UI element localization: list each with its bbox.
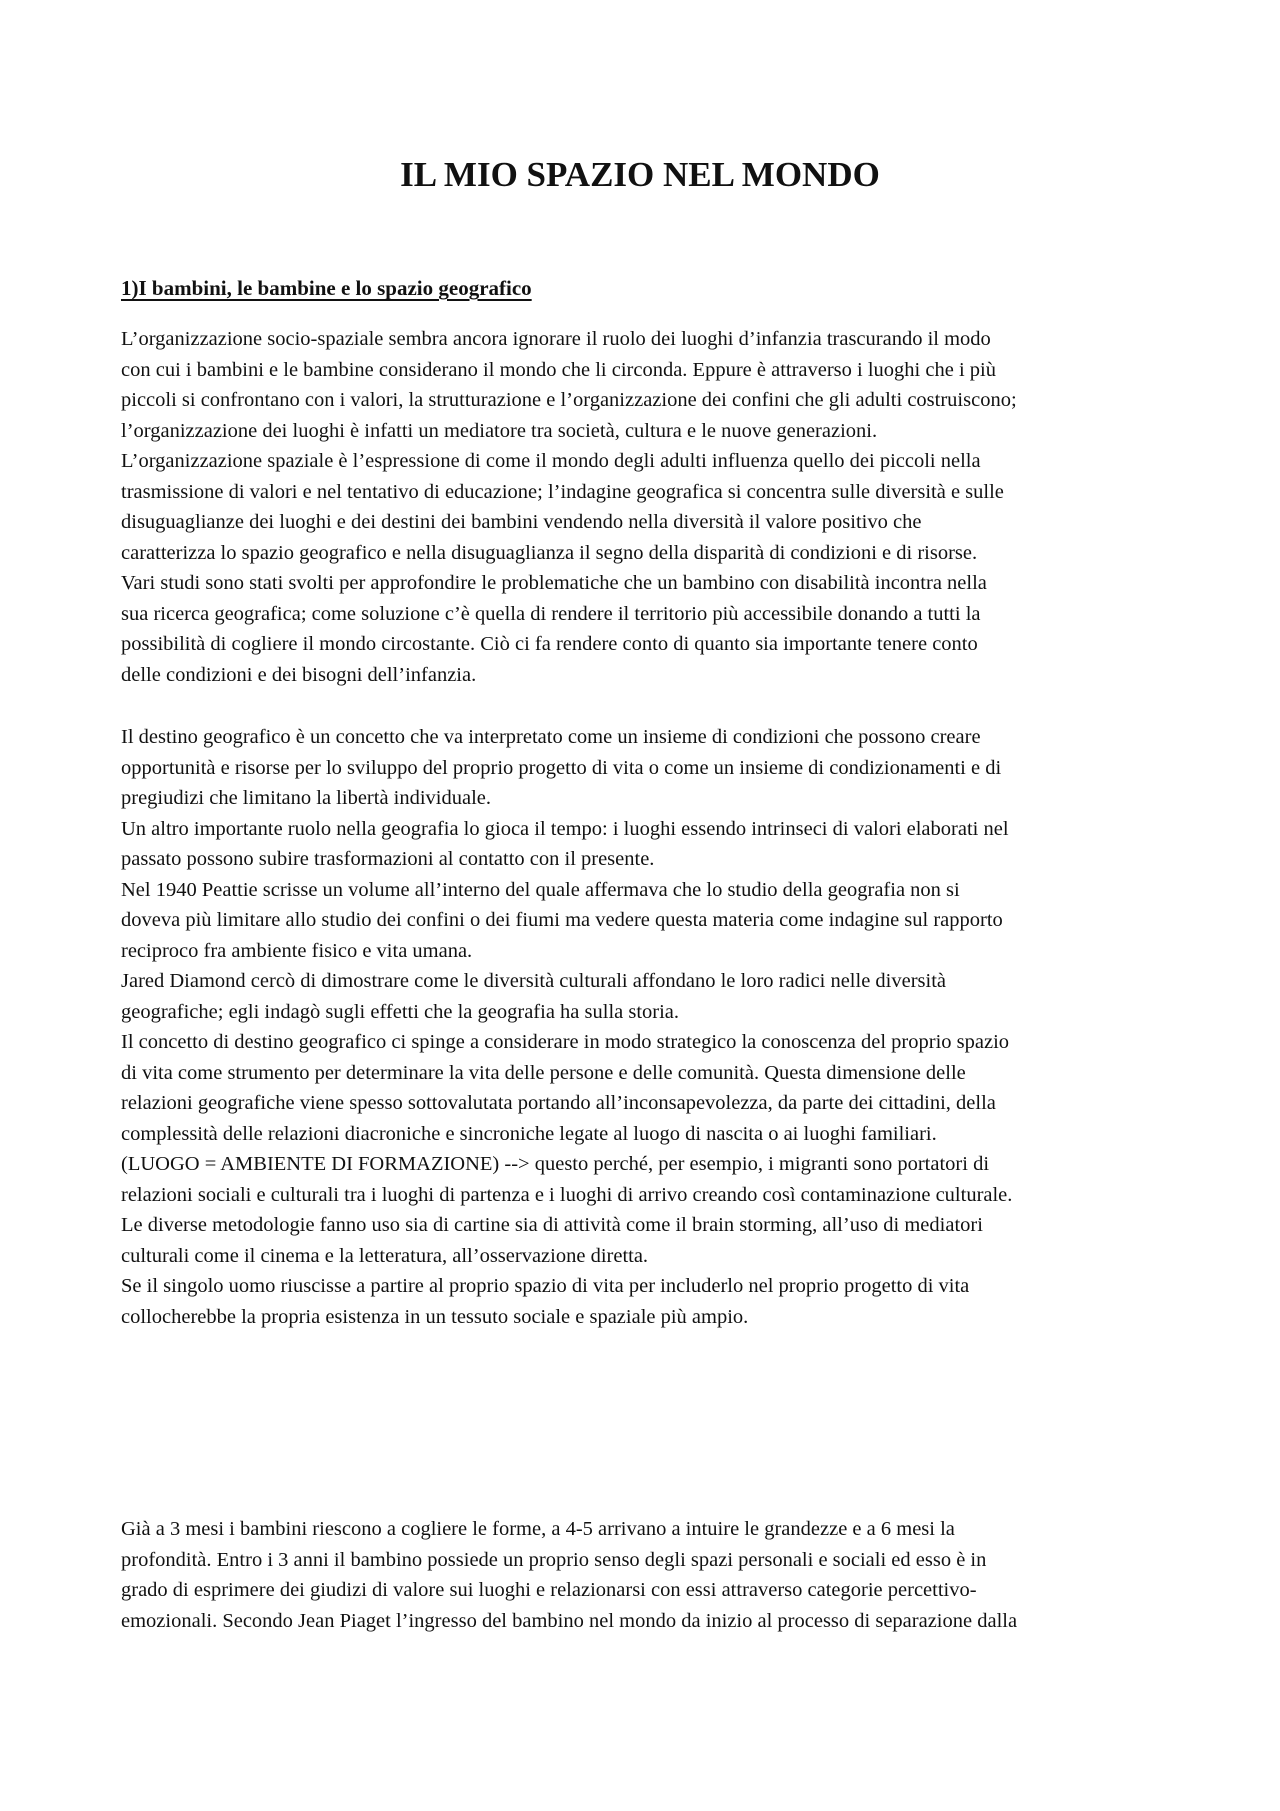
text-line: culturali come il cinema e la letteratura, all’osservazione diretta.	[121, 1244, 649, 1267]
text-line: relazioni sociali e culturali tra i luoghi di partenza e i luoghi di arrivo creando così contaminazione culturale.	[121, 1183, 1013, 1206]
text-line: Il destino geografico è un concetto che va interpretato come un insieme di condizioni che possono creare	[121, 726, 981, 748]
section-heading: 1)I bambini, le bambine e lo spazio geografico	[121, 276, 532, 300]
text-line: Già a 3 mesi i bambini riescono a cogliere le forme, a 4-5 arrivano a intuire le grandezze e a 6 mesi la	[121, 1518, 955, 1540]
text-line: complessità delle relazioni diacroniche e sincroniche legate al luogo di nascita o ai luoghi familiari.	[121, 1122, 937, 1145]
paragraph-block	[121, 1514, 1171, 1636]
text-line: Jared Diamond cercò di dimostrare come le diversità culturali affondano le loro radici nelle diversità	[121, 970, 947, 992]
text-line: emozionali. Secondo Jean Piaget l’ingresso del bambino nel mondo da inizio al processo di separazione dalla	[121, 1609, 1018, 1632]
text-line: Un altro importante ruolo nella geografia lo gioca il tempo: i luoghi essendo intrinseci di valori elaborati nel	[121, 817, 1009, 840]
page-title: IL MIO SPAZIO NEL MONDO	[400, 155, 880, 194]
paragraph-block	[121, 324, 1171, 690]
text-line: reciproco fra ambiente fisico e vita umana.	[121, 939, 473, 962]
text-line: sua ricerca geografica; come soluzione c’è quella di rendere il territorio più accessibile donando a tutti la	[121, 602, 981, 625]
text-line: l’organizzazione dei luoghi è infatti un mediatore tra società, cultura e le nuove generazioni.	[121, 419, 878, 442]
paragraph-block	[121, 722, 1171, 1332]
text-line: grado di esprimere dei giudizi di valore sui luoghi e relazionarsi con essi attraverso categorie percettivo-	[121, 1579, 977, 1601]
text-line: (LUOGO = AMBIENTE DI FORMAZIONE) --> questo perché, per esempio, i migranti sono portatori di	[121, 1153, 990, 1175]
text-line: doveva più limitare allo studio dei confini o dei fiumi ma vedere questa materia come indagine sul rapporto	[121, 909, 1003, 931]
text-line: possibilità di cogliere il mondo circostante. Ciò ci fa rendere conto di quanto sia importante tenere conto	[121, 633, 978, 655]
text-line: profondità. Entro i 3 anni il bambino possiede un proprio senso degli spazi personali e sociali ed esso è in	[121, 1548, 987, 1571]
text-line: disuguaglianze dei luoghi e dei destini dei bambini vendendo nella diversità il valore positivo che	[121, 511, 922, 533]
text-line: collocherebbe la propria esistenza in un tessuto sociale e spaziale più ampio.	[121, 1305, 749, 1328]
text-line: Il concetto di destino geografico ci spinge a considerare in modo strategico la conoscenza del proprio spazio	[121, 1031, 1010, 1053]
text-line: L’organizzazione socio-spaziale sembra ancora ignorare il ruolo dei luoghi d’infanzia trascurando il modo	[121, 328, 991, 350]
text-line: opportunità e risorse per lo sviluppo del proprio progetto di vita o come un insieme di condizionamenti e di	[121, 756, 1002, 779]
text-line: Vari studi sono stati svolti per approfondire le problematiche che un bambino con disabilità incontra nella	[121, 572, 987, 594]
text-line: delle condizioni e dei bisogni dell’infanzia.	[121, 663, 477, 686]
text-line: relazioni geografiche viene spesso sottovalutata portando all’inconsapevolezza, da parte dei cittadini, della	[121, 1092, 996, 1114]
text-line: L’organizzazione spaziale è l’espressione di come il mondo degli adulti influenza quello dei piccoli nella	[121, 450, 981, 472]
text-line: caratterizza lo spazio geografico e nella disuguaglianza il segno della disparità di condizioni e di risorse.	[121, 541, 978, 564]
text-line: trasmissione di valori e nel tentativo di educazione; l’indagine geografica si concentra sulle diversità e sulle	[121, 480, 1004, 503]
text-line: Se il singolo uomo riuscisse a partire al proprio spazio di vita per includerlo nel proprio progetto di vita	[121, 1275, 970, 1297]
text-line: pregiudizi che limitano la libertà individuale.	[121, 787, 492, 809]
text-line: con cui i bambini e le bambine considerano il mondo che li circonda. Eppure è attraverso i luoghi che i più	[121, 358, 996, 381]
text-line: geografiche; egli indagò sugli effetti che la geografia ha sulla storia.	[121, 1000, 680, 1023]
text-line: passato possono subire trasformazioni al contatto con il presente.	[121, 848, 655, 870]
text-line: piccoli si confrontano con i valori, la strutturazione e l’organizzazione dei confini che gli adulti costruiscono;	[121, 389, 1017, 411]
text-line: Le diverse metodologie fanno uso sia di cartine sia di attività come il brain storming, all’uso di mediatori	[121, 1214, 983, 1236]
text-line: Nel 1940 Peattie scrisse un volume all’interno del quale affermava che lo studio della geografia non si	[121, 878, 960, 901]
text-line: di vita come strumento per determinare la vita delle persone e delle comunità. Questa dimensione delle	[121, 1061, 966, 1084]
